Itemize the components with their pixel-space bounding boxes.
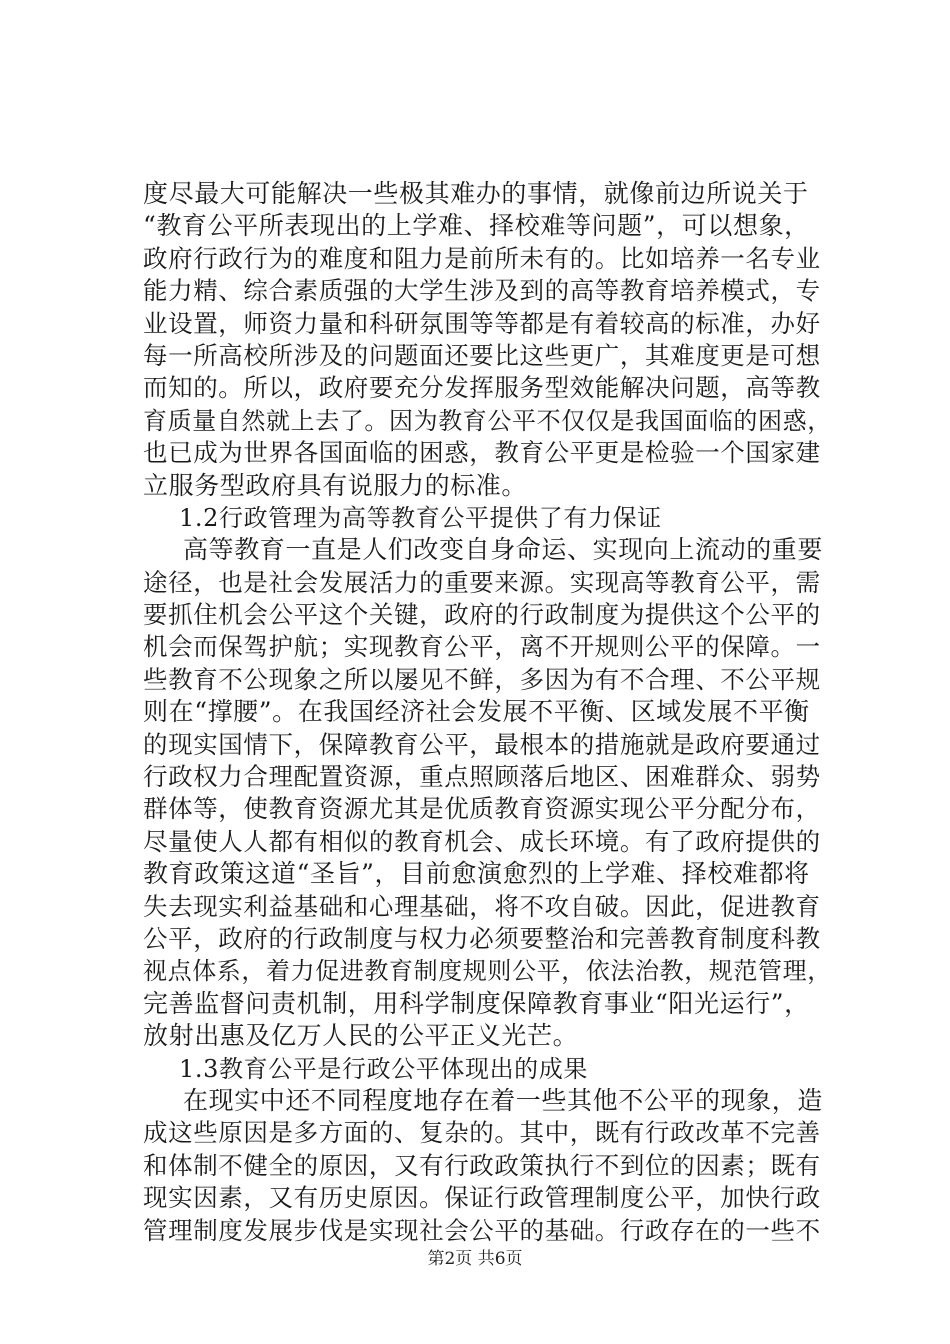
paragraph-line: 要抓住机会公平这个关键，政府的行政制度为提供这个公平的 — [143, 600, 821, 630]
paragraph-line: 业设置，师资力量和科研氛围等等都是有着较高的标准，办好 — [143, 308, 821, 338]
paragraph-line: 完善监督问责机制，用科学制度保障教育事业“阳光运行”， — [143, 988, 810, 1018]
paragraph-line: 途径，也是社会发展活力的重要来源。实现高等教育公平，需 — [143, 567, 821, 597]
paragraph-line: 教育政策这道“圣旨”，目前愈演愈烈的上学难、择校难都将 — [143, 859, 810, 889]
paragraph-line: 而知的。所以，政府要充分发挥服务型效能解决问题，高等教 — [143, 373, 821, 403]
paragraph-line: 在现实中还不同程度地存在着一些其他不公平的现象，造 — [183, 1085, 824, 1115]
paragraph-line: 度尽最大可能解决一些极其难办的事情，就像前边所说关于 — [143, 179, 809, 208]
page-footer: 第2页 共6页 — [427, 1249, 523, 1269]
paragraph-line: 能力精、综合素质强的大学生涉及到的高等教育培养模式，专 — [143, 276, 821, 306]
paragraph-line: 政府行政行为的难度和阻力是前所未有的。比如培养一名专业 — [143, 243, 821, 273]
paragraph-line: 失去现实利益基础和心理基础，将不攻自破。因此，促进教育 — [143, 891, 821, 921]
paragraph-line: 尽量使人人都有相似的教育机会、成长环境。有了政府提供的 — [143, 826, 821, 856]
section-heading: 1.3教育公平是行政公平体现出的成果 — [179, 1054, 588, 1083]
paragraph-line: 成这些原因是多方面的、复杂的。其中，既有行政改革不完善 — [143, 1118, 821, 1148]
paragraph-line: 和体制不健全的原因，又有行政政策执行不到位的因素；既有 — [143, 1150, 821, 1180]
section-heading: 1.2行政管理为高等教育公平提供了有力保证 — [179, 503, 662, 532]
paragraph-line: 管理制度发展步伐是实现社会公平的基础。行政存在的一些不 — [143, 1215, 821, 1245]
paragraph-line: 立服务型政府具有说服力的标准。 — [143, 470, 528, 500]
paragraph-line: 视点体系，着力促进教育制度规则公平，依法治教，规范管理， — [143, 957, 832, 986]
paragraph-line: 机会而保驾护航；实现教育公平，离不开规则公平的保障。一 — [143, 632, 821, 662]
paragraph-line: 公平，政府的行政制度与权力必须要整治和完善教育制度科教 — [143, 923, 821, 953]
paragraph-line: 则在“撑腰”。在我国经济社会发展不平衡、区域发展不平衡 — [143, 697, 810, 727]
paragraph-line: 高等教育一直是人们改变自身命运、实现向上流动的重要 — [183, 535, 824, 565]
document-body — [143, 178, 833, 1247]
paragraph-line: 群体等，使教育资源尤其是优质教育资源实现公平分配分布， — [143, 794, 821, 824]
paragraph-line: 些教育不公现象之所以屡见不鲜，多因为有不合理、不公平规 — [143, 664, 821, 694]
paragraph-line: 的现实国情下，保障教育公平，最根本的措施就是政府要通过 — [143, 729, 821, 759]
paragraph-line: “教育公平所表现出的上学难、择校难等问题”，可以想象， — [143, 211, 810, 241]
paragraph-line: 也已成为世界各国面临的困惑，教育公平更是检验一个国家建 — [143, 438, 821, 468]
paragraph-line: 育质量自然就上去了。因为教育公平不仅仅是我国面临的困惑， — [143, 406, 832, 435]
paragraph-line: 每一所高校所涉及的问题面还要比这些更广，其难度更是可想 — [143, 340, 821, 370]
paragraph-line: 现实因素，又有历史原因。保证行政管理制度公平，加快行政 — [143, 1183, 821, 1213]
paragraph-line: 放射出惠及亿万人民的公平正义光芒。 — [143, 1021, 579, 1051]
paragraph-line: 行政权力合理配置资源，重点照顾落后地区、困难群众、弱势 — [143, 762, 821, 792]
